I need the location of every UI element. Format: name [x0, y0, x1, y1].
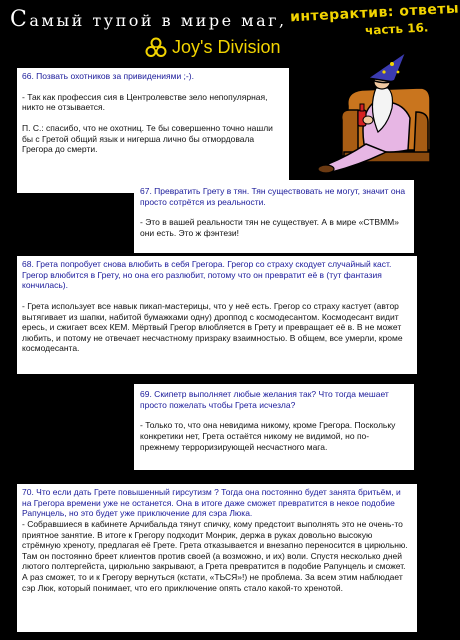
part-label: часть 16.: [364, 20, 429, 38]
answer-70-1: - Собравшиеся в кабинете Арчибальда тянут спичку, кому предстоит выполнять это не очень-то приятное занятие. В итоге к Грегору подходит Монрик, держа в руках довольно высокую стрёмную хреноту, предлагая её Грете. Грета отказывается и внезапно переносится в цирюльню. Там он постоянно бреет клиентов против своей (а возможно, и их) воли. Спустя несколько дней лютого полтергейста, цирюльню закрывают, а Грета превратится в подобие Рапунцель и сможет. А раз сможет, то и к Грегору вернуться (кстати, «ТЬСЯ»!) не проблема. За всем этим наблюдает сэр Люк, который понимает, что его приключение опять стало какой-то хренотой.: [22, 518, 408, 593]
qa-block-67: [134, 180, 414, 253]
wizard-illustration: [288, 48, 432, 178]
question-69: 69. Скипетр выполняет любые желания так? Что тогда мешает просто пожелать чтобы Грета исчезла?: [140, 389, 389, 410]
answer-66-1: - Так как профессия сия в Центролевстве зело непопулярная, никто не отзывается.: [22, 91, 268, 113]
comic-title: [10, 7, 287, 32]
question-68: 68. Грета попробует снова влюбить в себя Грегора. Грегор со страху скодует случайный каст. Грегор влюбится в Грету, но она его разлюбит, потому что он превратит её в (тут фантазия кончилась).: [22, 259, 392, 291]
qa-block-69: [134, 384, 414, 470]
title-text: амый тупой в мире маг,: [29, 11, 287, 30]
answer-68-1: - Грета использует все навык пикап-мастерицы, что у неё есть. Грегор со страху кастует (автор вытягивает из шапки, набитой бумажками одну) дроппод с космодесантом. Космодесант видит ересь, и сжигает всех КЕМ. Мёртвый Грегор влюбляется в Грету и превращает её в. В не может любить, и потому не отвечает несчастному призраку взаимностью. В общем, все умерли, кроме космодесанта.: [22, 300, 403, 354]
qa-block-70: [17, 484, 417, 632]
qa-block-66: [17, 68, 289, 193]
question-70: 70. Что если дать Грете повышенный гирсутизм ? Тогда она постоянно будет занята бритьём, и на Грегора времени уже не останется. Она в итоге даже сможет превратится в некое подобие Рапунцель, но это будет уже приключение для сэра Люка.: [22, 487, 401, 519]
answer-69-1: - Только то, что она невидима никому, кроме Грегора. Поскольку конкретики нет, Грета остаётся никому не видимой, но по-прежнему терроризирующей несчастного мага.: [140, 420, 396, 452]
title-initial: С: [10, 7, 30, 32]
biohazard-icon: [144, 36, 168, 60]
interactive-label: интерактив: ответы: [289, 0, 460, 26]
question-66: 66. Позвать охотников за привидениями ;-).: [22, 71, 194, 81]
answer-67-1: - Это в вашей реальности тян не существует. А в мире «СТВММ» они есть. Это ж фэнтези!: [140, 217, 399, 238]
question-67: 67. Превратить Грету в тян. Тян существовать не могут, значит она просто сотрётся из реальности.: [140, 186, 406, 207]
answer-66-2: П. С.: спасибо, что не охотниц. Те бы совершенно точно нашли бы с Гретой общий язык и нигерша лично бы отмордовала Грегора до смерти.: [22, 122, 273, 155]
qa-block-68: [17, 256, 417, 374]
brand-name: Joy's Division: [172, 37, 281, 57]
